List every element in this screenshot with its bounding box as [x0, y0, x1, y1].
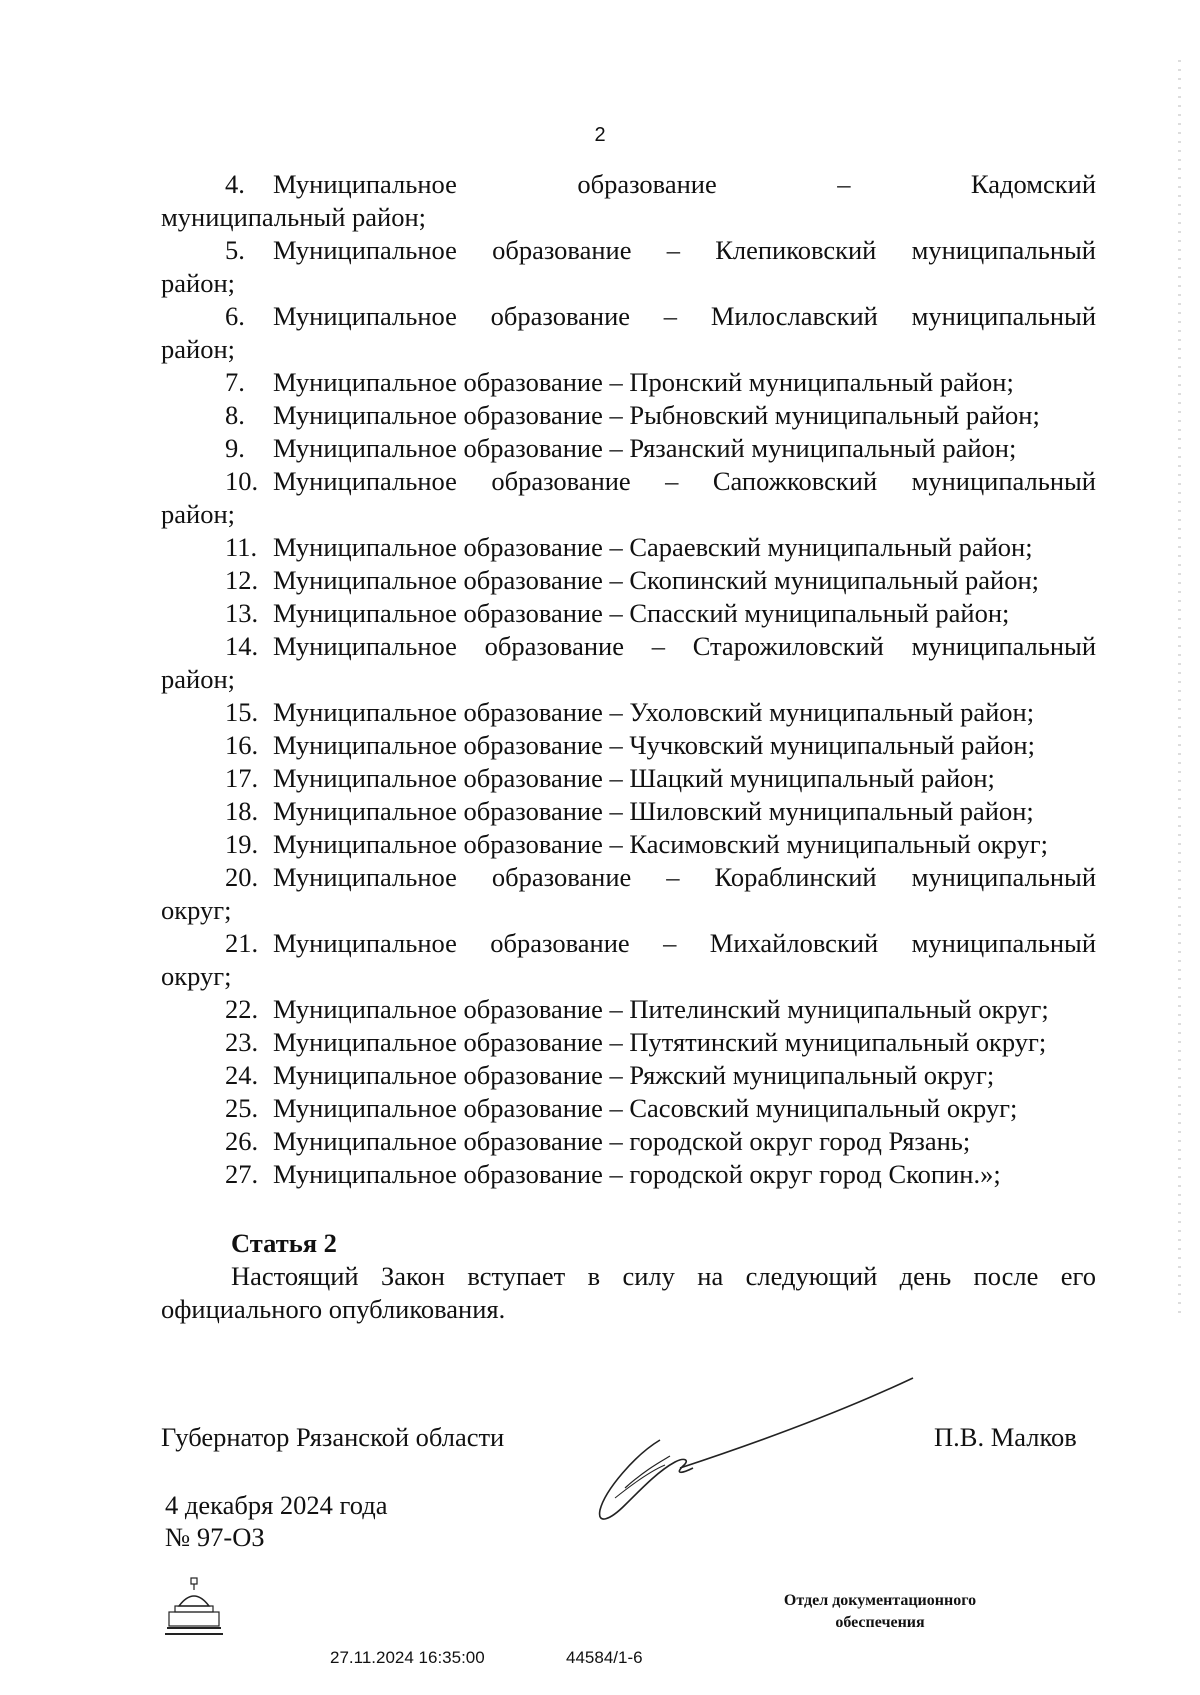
- item-text-continued: округ;: [161, 961, 232, 991]
- department-line-1: Отдел документационного: [783, 1592, 977, 1609]
- handwritten-signature: [595, 1370, 935, 1530]
- list-item: [161, 630, 1096, 696]
- list-item: [161, 531, 1096, 564]
- item-text: Муниципальное образование – Скопинский муниципальный район;: [273, 565, 1040, 595]
- list-item: [161, 795, 1096, 828]
- item-text: Муниципальное образование – Путятинский муниципальный округ;: [273, 1027, 1047, 1057]
- registration-number: 44584/1-6: [566, 1648, 643, 1667]
- signatory-position: Губернатор Рязанской области: [161, 1422, 505, 1452]
- item-text-continued: район;: [161, 334, 235, 364]
- item-text: Муниципальное образование – Михайловский муниципальный: [273, 928, 1096, 958]
- list-item: [161, 762, 1096, 795]
- item-text: Муниципальное образование – Рыбновский муниципальный район;: [273, 400, 1040, 430]
- item-text: Муниципальное образование – Чучковский муниципальный район;: [273, 730, 1035, 760]
- list-item: [161, 366, 1096, 399]
- list-item: [161, 696, 1096, 729]
- list-item: [161, 564, 1096, 597]
- item-number: 24.: [225, 1060, 259, 1090]
- item-number: 27.: [225, 1159, 259, 1189]
- item-number: 10.: [225, 466, 259, 496]
- list-item: [161, 1059, 1096, 1092]
- item-text: Муниципальное образование – Милославский муниципальный: [273, 301, 1096, 331]
- item-text-continued: район;: [161, 664, 235, 694]
- list-item: [161, 597, 1096, 630]
- item-number: 25.: [225, 1093, 259, 1123]
- item-text: Муниципальное образование – Пителинский муниципальный округ;: [273, 994, 1049, 1024]
- list-item: [161, 168, 1096, 234]
- municipality-list: [161, 168, 1096, 1191]
- item-text-continued: район;: [161, 268, 235, 298]
- item-number: 19.: [225, 829, 259, 859]
- article-title: Статья 2: [231, 1228, 337, 1258]
- list-item: [161, 300, 1096, 366]
- list-item: [161, 1158, 1096, 1191]
- item-text-continued: район;: [161, 499, 235, 529]
- item-text: Муниципальное образование – Сасовский муниципальный округ;: [273, 1093, 1018, 1123]
- item-text: Муниципальное образование – Сапожковский муниципальный: [273, 466, 1096, 496]
- item-text: Муниципальное образование – Спасский муниципальный район;: [273, 598, 1010, 628]
- duma-emblem-icon: [163, 1576, 225, 1642]
- item-number: 16.: [225, 730, 259, 760]
- item-number: 26.: [225, 1126, 259, 1156]
- item-text: Муниципальное образование – Шиловский муниципальный район;: [273, 796, 1034, 826]
- item-number: 12.: [225, 565, 259, 595]
- item-text: Муниципальное образование – Кадомский: [273, 169, 1096, 199]
- item-text: Муниципальное образование – Кораблинский муниципальный: [273, 862, 1096, 892]
- item-number: 5.: [225, 235, 245, 265]
- list-item: [161, 432, 1096, 465]
- item-text: Муниципальное образование – Касимовский муниципальный округ;: [273, 829, 1048, 859]
- registration-datetime: 27.11.2024 16:35:00: [330, 1648, 485, 1667]
- list-item: [161, 729, 1096, 762]
- item-number: 13.: [225, 598, 259, 628]
- signing-date: 4 декабря 2024 года: [165, 1490, 388, 1520]
- item-number: 6.: [225, 301, 245, 331]
- item-text: Муниципальное образование – Рязанский муниципальный район;: [273, 433, 1017, 463]
- item-number: 9.: [225, 433, 245, 463]
- department-line-2: обеспечения: [835, 1614, 925, 1631]
- list-item: [161, 1026, 1096, 1059]
- scan-margin-marks: [1178, 60, 1181, 1320]
- item-text: Муниципальное образование – Ряжский муниципальный округ;: [273, 1060, 995, 1090]
- signatory-name: П.В. Малков: [934, 1422, 1077, 1452]
- item-number: 4.: [225, 169, 245, 199]
- department-stamp: [730, 1590, 1030, 1634]
- item-text: Муниципальное образование – Старожиловский муниципальный: [273, 631, 1096, 661]
- list-item: [161, 465, 1096, 531]
- item-number: 17.: [225, 763, 259, 793]
- page-number: 2: [594, 124, 606, 146]
- item-text: Муниципальное образование – Шацкий муниципальный район;: [273, 763, 995, 793]
- item-number: 11.: [225, 532, 258, 562]
- list-item: [161, 234, 1096, 300]
- list-item: [161, 993, 1096, 1026]
- item-text-continued: округ;: [161, 895, 232, 925]
- list-item: [161, 927, 1096, 993]
- item-text: Муниципальное образование – городской округ город Рязань;: [273, 1126, 971, 1156]
- article-2: [161, 1227, 1096, 1326]
- item-text: Муниципальное образование – городской округ город Скопин.»;: [273, 1159, 1001, 1189]
- item-text: Муниципальное образование – Клепиковский муниципальный: [273, 235, 1096, 265]
- item-number: 21.: [225, 928, 259, 958]
- item-number: 14.: [225, 631, 259, 661]
- list-item: [161, 399, 1096, 432]
- item-number: 15.: [225, 697, 259, 727]
- item-number: 23.: [225, 1027, 259, 1057]
- item-number: 7.: [225, 367, 245, 397]
- item-number: 18.: [225, 796, 259, 826]
- list-item: [161, 1125, 1096, 1158]
- item-number: 8.: [225, 400, 245, 430]
- item-text: Муниципальное образование – Пронский муниципальный район;: [273, 367, 1014, 397]
- list-item: [161, 1092, 1096, 1125]
- item-number: 20.: [225, 862, 259, 892]
- law-number: № 97-ОЗ: [165, 1522, 265, 1552]
- item-text-continued: муниципальный район;: [161, 202, 427, 232]
- article-text: Настоящий Закон вступает в силу на следующий день после его официального опубликования.: [161, 1261, 1096, 1324]
- item-number: 22.: [225, 994, 259, 1024]
- list-item: [161, 861, 1096, 927]
- list-item: [161, 828, 1096, 861]
- item-text: Муниципальное образование – Сараевский муниципальный район;: [273, 532, 1033, 562]
- item-text: Муниципальное образование – Ухоловский муниципальный район;: [273, 697, 1035, 727]
